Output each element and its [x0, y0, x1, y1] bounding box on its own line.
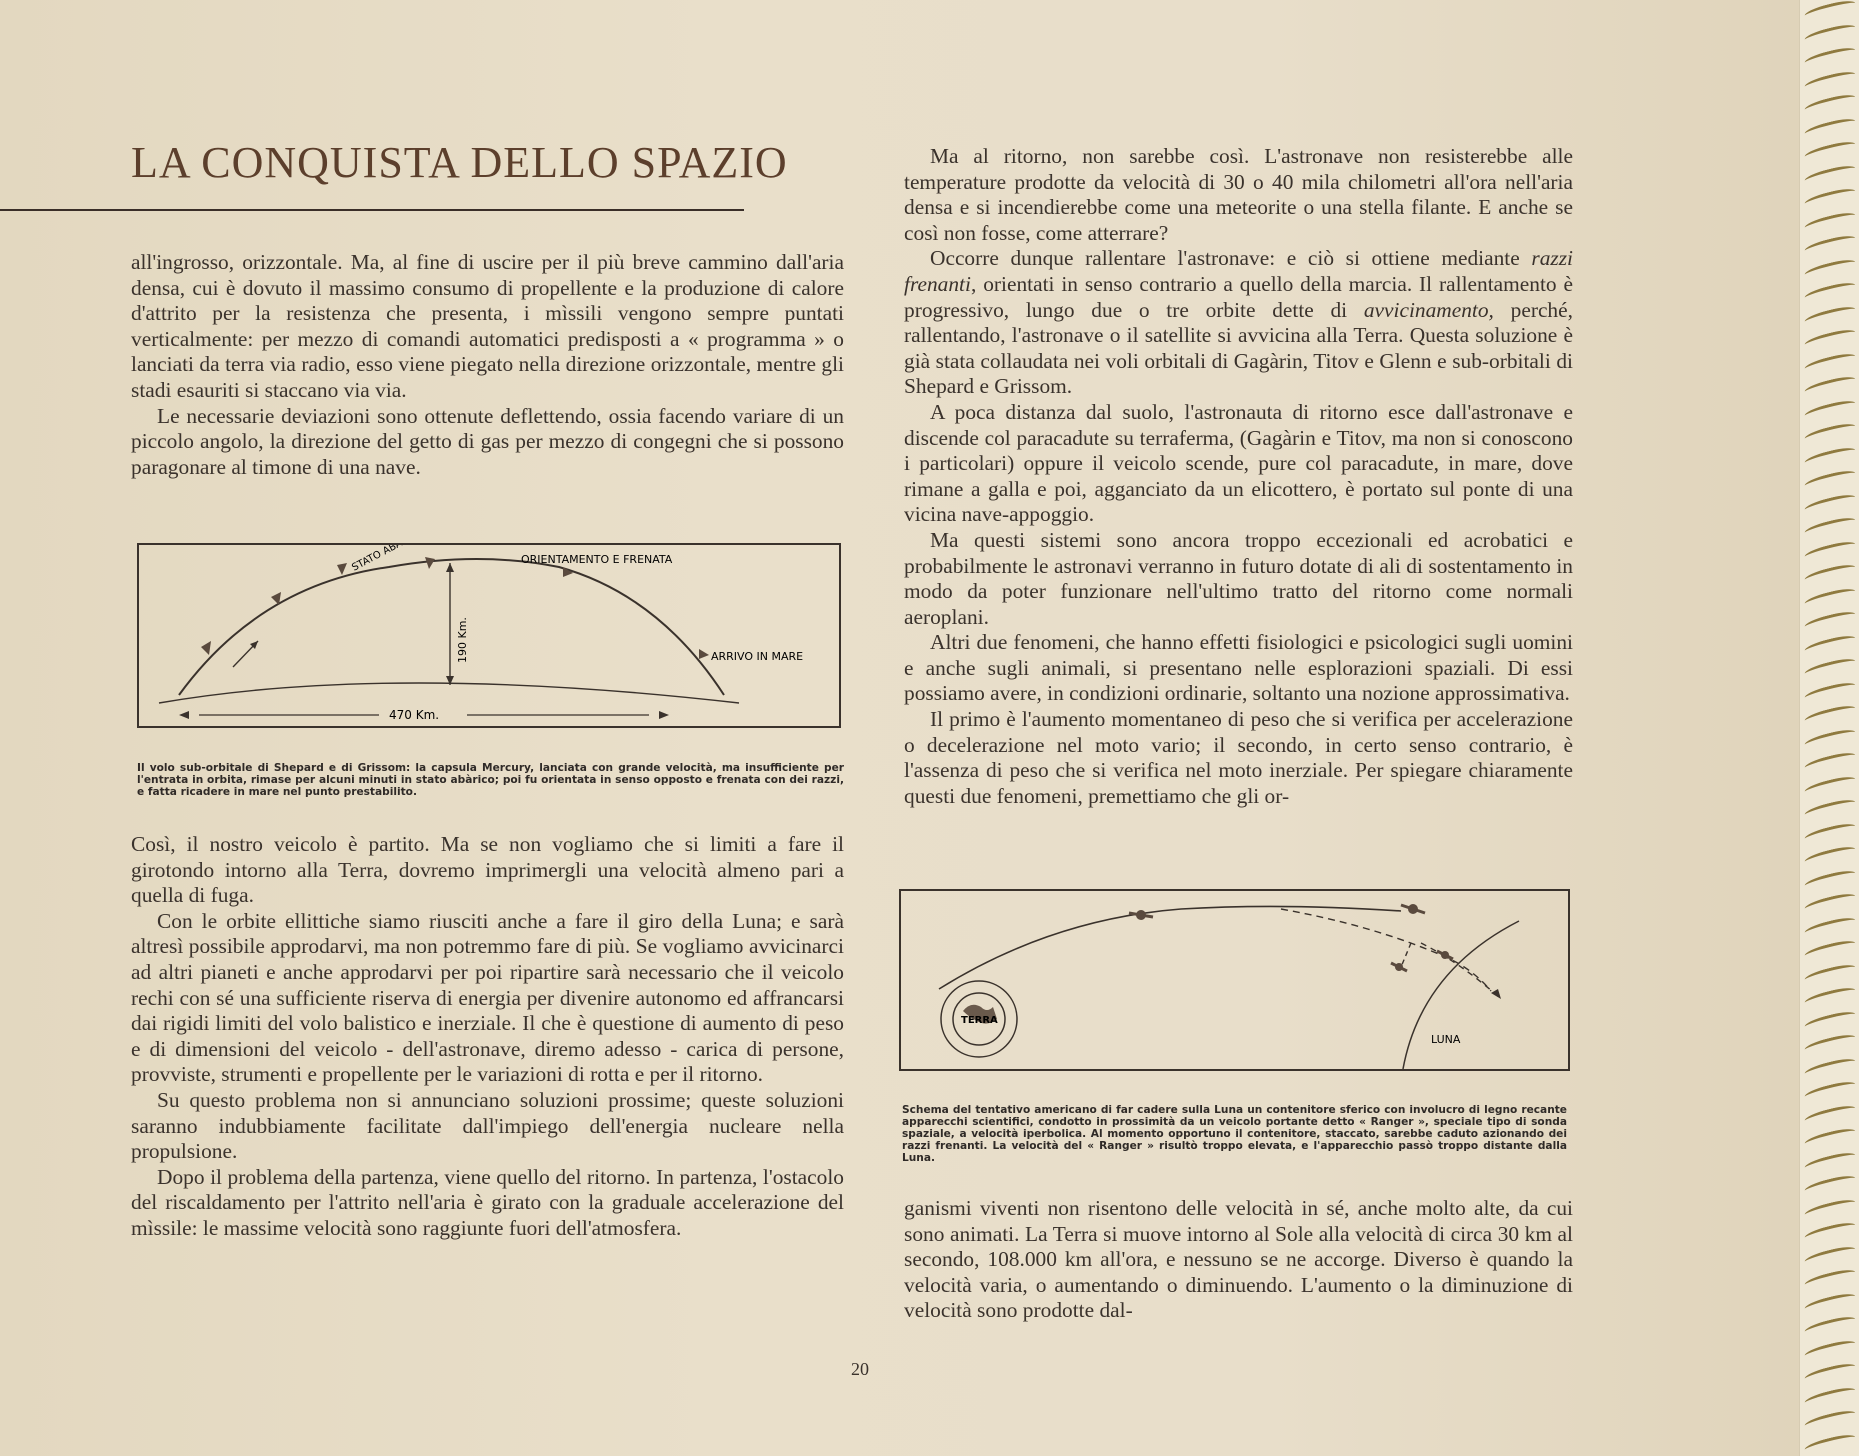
spiral-coil [1803, 1079, 1856, 1102]
spiral-coil [1803, 1314, 1856, 1337]
paragraph: Le necessarie deviazioni sono ottenute deflettendo, ossia facendo variare di un piccolo angolo, la direzione del getto di gas per mezzo di congegni che si possono paragonare al timone di una nave. [131, 403, 844, 479]
spiral-coil [1803, 256, 1856, 279]
spiral-coil [1803, 961, 1856, 984]
spiral-coil [1803, 750, 1856, 773]
spiral-coil [1803, 1243, 1856, 1266]
paragraph: Su questo problema non si annunciano soluzioni prossime; queste soluzioni saranno indubbiamente facilitate dall'impiego dell'energia nucleare nella propulsione. [131, 1087, 844, 1164]
spiral-coil [1803, 632, 1856, 655]
label-luna: LUNA [1431, 1033, 1461, 1046]
left-column-top [131, 250, 844, 480]
label-height: 190 Km. [456, 617, 469, 663]
spiral-coil [1803, 280, 1856, 303]
right-column-bottom [904, 1196, 1573, 1324]
spiral-coil [1803, 139, 1856, 162]
label-terra: TERRA [961, 1015, 998, 1026]
spiral-coil [1803, 1361, 1856, 1384]
spiral-coil [1803, 844, 1856, 867]
spiral-coil [1803, 1408, 1856, 1431]
spiral-coil [1803, 374, 1856, 397]
spiral-coil [1803, 162, 1856, 185]
spiral-coil [1803, 444, 1856, 467]
spiral-coil [1803, 421, 1856, 444]
spiral-coil [1803, 538, 1856, 561]
spiral-coil [1803, 397, 1856, 420]
spiral-coil [1803, 233, 1856, 256]
spiral-coil [1803, 820, 1856, 843]
capsule-marker [699, 649, 709, 659]
spiral-coil [1803, 186, 1856, 209]
spiral-coil [1803, 1290, 1856, 1313]
spiral-coil [1803, 1431, 1856, 1454]
label-stato-abarico: STATO ABÀRICO [350, 545, 427, 574]
spiral-coil [1803, 985, 1856, 1008]
ranger-probe [1437, 951, 1453, 959]
spiral-coil [1803, 1102, 1856, 1125]
spiral-coil [1803, 1220, 1856, 1243]
spiral-coil [1803, 303, 1856, 326]
spiral-coil [1803, 209, 1856, 232]
spiral-coil [1803, 891, 1856, 914]
figure-caption: Il volo sub-orbitale di Shepard e di Grissom: la capsula Mercury, lanciata con grande velocità, ma insufficiente per l'entrata in orbita, rimase per alcuni minuti in stato abàrico; poi fu orientata in senso opposto e frenata con dei razzi, e fatta ricadere in mare nel punto prestabilito. [137, 762, 844, 798]
figure-caption: Schema del tentativo americano di far cadere sulla Luna un contenitore sferico con involucro di legno recante apparecchi scientifici, condotto in prossimità da un veicolo portante detto « Ranger », speciale tipo di sonda spaziale, a velocità iperbolica. Al momento opportuno il contenitore, staccato, sarebbe caduto azionando dei razzi frenanti. La velocità del « Ranger » risultò troppo elevata, e l'apparecchio passò troppo distante dalla Luna. [902, 1104, 1567, 1164]
arrow-head [659, 711, 669, 719]
page-title: LA CONQUISTA DELLO SPAZIO [131, 138, 788, 187]
spiral-coil [1803, 1196, 1856, 1219]
spiral-coil [1803, 938, 1856, 961]
spiral-coil [1803, 1267, 1856, 1290]
label-distance: 470 Km. [389, 708, 440, 722]
spiral-coil [1803, 773, 1856, 796]
text-run: , orientati in senso contrario a quello della marcia. Il rallentamento è progressivo, lungo due o tre orbite dette di [904, 271, 1573, 322]
arrow-head [1491, 989, 1501, 999]
flight-trajectory [179, 559, 724, 695]
left-column-bottom [131, 832, 844, 1242]
separation-path [1401, 943, 1411, 967]
text-run: Occorre dunque rallentare l'astronave: e ciò si ottiene mediante [930, 246, 1520, 271]
spiral-coil [1803, 1173, 1856, 1196]
spiral-coil [1803, 350, 1856, 373]
paragraph: all'ingrosso, orizzontale. Ma, al fine di uscire per il più breve cammino dall'aria densa, cui è dovuto il massimo consumo di propellente e la produzione di calore d'attrito per la resistenza che presenta, i mìssili vengono sempre puntati verticalmente: per mezzo di comandi automatici predisposti a « programma » o lanciati da terra via radio, esso viene piegato nella direzione orizzontale, mentre gli stadi esauriti si staccano via via. [131, 250, 844, 402]
spiral-coil [1803, 585, 1856, 608]
spiral-coil [1803, 92, 1856, 115]
paragraph [904, 246, 1573, 400]
ranger-probe [1391, 963, 1407, 971]
spiral-coil [1803, 327, 1856, 350]
spiral-coil [1803, 0, 1856, 21]
spiral-coil [1803, 562, 1856, 585]
title-divider [0, 209, 744, 211]
spiral-coil [1803, 1126, 1856, 1149]
paragraph: ganismi viventi non risentono delle velocità in sé, anche molto alte, da cui sono animati. La Terra si muove intorno al Sole alla velocità di circa 30 km al secondo, 108.000 km all'ora, e nessuno se ne accorge. Diverso è quando la velocità varia, o aumentando o diminuendo. L'aumento o la diminuzione di velocità sono prodotte dal- [904, 1196, 1573, 1323]
paragraph: Con le orbite ellittiche siamo riusciti anche a fare il giro della Luna; e sarà altresì possibile approdarvi, ma non potremmo fare di più. Se vogliamo avvicinarci ad altri pianeti e anche approdarvi per poi ripartire sarà necessario che il veicolo rechi con sé una sufficiente riserva di energia per divenire autonomo ed affrancarsi dai rigidi limiti del volo balistico e inerziale. Il che è questione di aumento di peso e di dimensioni del veicolo - dell'astronave, diremo adesso - carica di persone, provviste, strumenti e propellente per le variazioni di rotta e per il ritorno. [131, 908, 844, 1087]
paragraph: A poca distanza dal suolo, l'astronauta di ritorno esce dall'astronave e discende col paracadute su terraferma, (Gagàrin e Titov, ma non si conoscono i particolari) oppure il veicolo scende, pure col paracadute, in mare, dove rimane a galla e poi, agganciato da un elicottero, è portato sul ponte di una vicina nave-appoggio. [904, 399, 1573, 527]
paragraph: Ma questi sistemi sono ancora troppo eccezionali ed acrobatici e probabilmente le astronavi verranno in futuro dotate di ali di sostentamento in modo da poter funzionare nell'ultimo tratto del ritorno come normali aeroplani. [904, 527, 1573, 629]
spiral-coil [1803, 867, 1856, 890]
approach-path [1281, 909, 1491, 991]
spiral-coil [1803, 68, 1856, 91]
ranger-moon-diagram [899, 889, 1570, 1071]
moon-outline [1403, 921, 1519, 1069]
ranger-diagram-svg [901, 891, 1568, 1069]
arrow-head [446, 563, 454, 572]
spiral-coil [1803, 1032, 1856, 1055]
spiral-coil [1803, 726, 1856, 749]
spiral-coil [1803, 609, 1856, 632]
earth-curve [159, 683, 739, 703]
ranger-probe [1129, 910, 1153, 920]
text-run: perché, rallentando, l'astronave o il satellite si avvicina alla Terra. Questa soluzione è già stata collaudata nei voli orbitali di Gagàrin, Titov e Glenn e sub-orbitali di Shepard e Grissom. [904, 297, 1573, 399]
spiral-coil [1803, 115, 1856, 138]
paragraph: Altri due fenomeni, che hanno effetti fisiologici e psicologici sugli uomini e anche sugli animali, si presentano nelle esplorazioni spaziali. Di essi possiamo avere, in condizioni ordinarie, soltanto una nozione approssimativa. [904, 630, 1573, 706]
capsule-marker [425, 557, 435, 569]
spiral-binding [1799, 0, 1859, 1456]
spiral-coil [1803, 797, 1856, 820]
spiral-coil [1803, 1008, 1856, 1031]
capsule-marker [201, 641, 211, 655]
spiral-coil [1803, 679, 1856, 702]
paragraph: Dopo il problema della partenza, viene quello del ritorno. In partenza, l'ostacolo del riscaldamento per l'attrito nell'aria è girato con la graduale accelerazione del mìssile: le massime velocità sono raggiunte fuori dell'atmosfera. [131, 1164, 844, 1240]
label-orientamento: ORIENTAMENTO E FRENATA [521, 553, 673, 566]
spiral-coil [1803, 468, 1856, 491]
spiral-coil [1803, 515, 1856, 538]
spiral-coil [1803, 491, 1856, 514]
capsule-marker [337, 563, 347, 575]
label-arrivo: ARRIVO IN MARE [711, 650, 804, 663]
spiral-coil [1803, 45, 1856, 68]
right-column-top [904, 144, 1573, 809]
page-number: 20 [851, 1359, 869, 1379]
spiral-coil [1803, 21, 1856, 44]
paragraph: Il primo è l'aumento momentaneo di peso che si verifica per accelerazione o decelerazione nel moto vario; il secondo, in certo senso contrario, è l'assenza di peso che si verifica nel moto inerziale. Per spiegare chiaramente questi due fenomeni, premettiamo che gli or- [904, 707, 1573, 808]
spiral-coil [1803, 914, 1856, 937]
spiral-coil [1803, 1384, 1856, 1407]
spiral-coil [1803, 656, 1856, 679]
ranger-probe [1401, 904, 1425, 914]
spiral-coil [1803, 703, 1856, 726]
capsule-marker [563, 567, 573, 577]
spiral-coil [1803, 1149, 1856, 1172]
suborbital-flight-diagram [137, 543, 841, 728]
paragraph: Così, il nostro veicolo è partito. Ma se non vogliamo che si limiti a fare il girotondo intorno alla Terra, dovremo imprimergli una velocità almeno pari a quella di fuga. [131, 832, 844, 908]
italic-term: razzi frenanti [904, 246, 1573, 296]
arrow-head [179, 711, 189, 719]
spiral-coil [1803, 1337, 1856, 1360]
paragraph: Ma al ritorno, non sarebbe così. L'astronave non resisterebbe alle temperature prodotte da velocità di 30 o 40 mila chilometri all'ora nell'aria densa e si incendierebbe come una meteorite o una stella filante. E anche se così non fosse, come atterrare? [904, 144, 1573, 245]
spiral-coil [1803, 1055, 1856, 1078]
italic-term: avvicinamento, [1363, 297, 1494, 322]
suborbital-diagram-svg [139, 545, 839, 726]
